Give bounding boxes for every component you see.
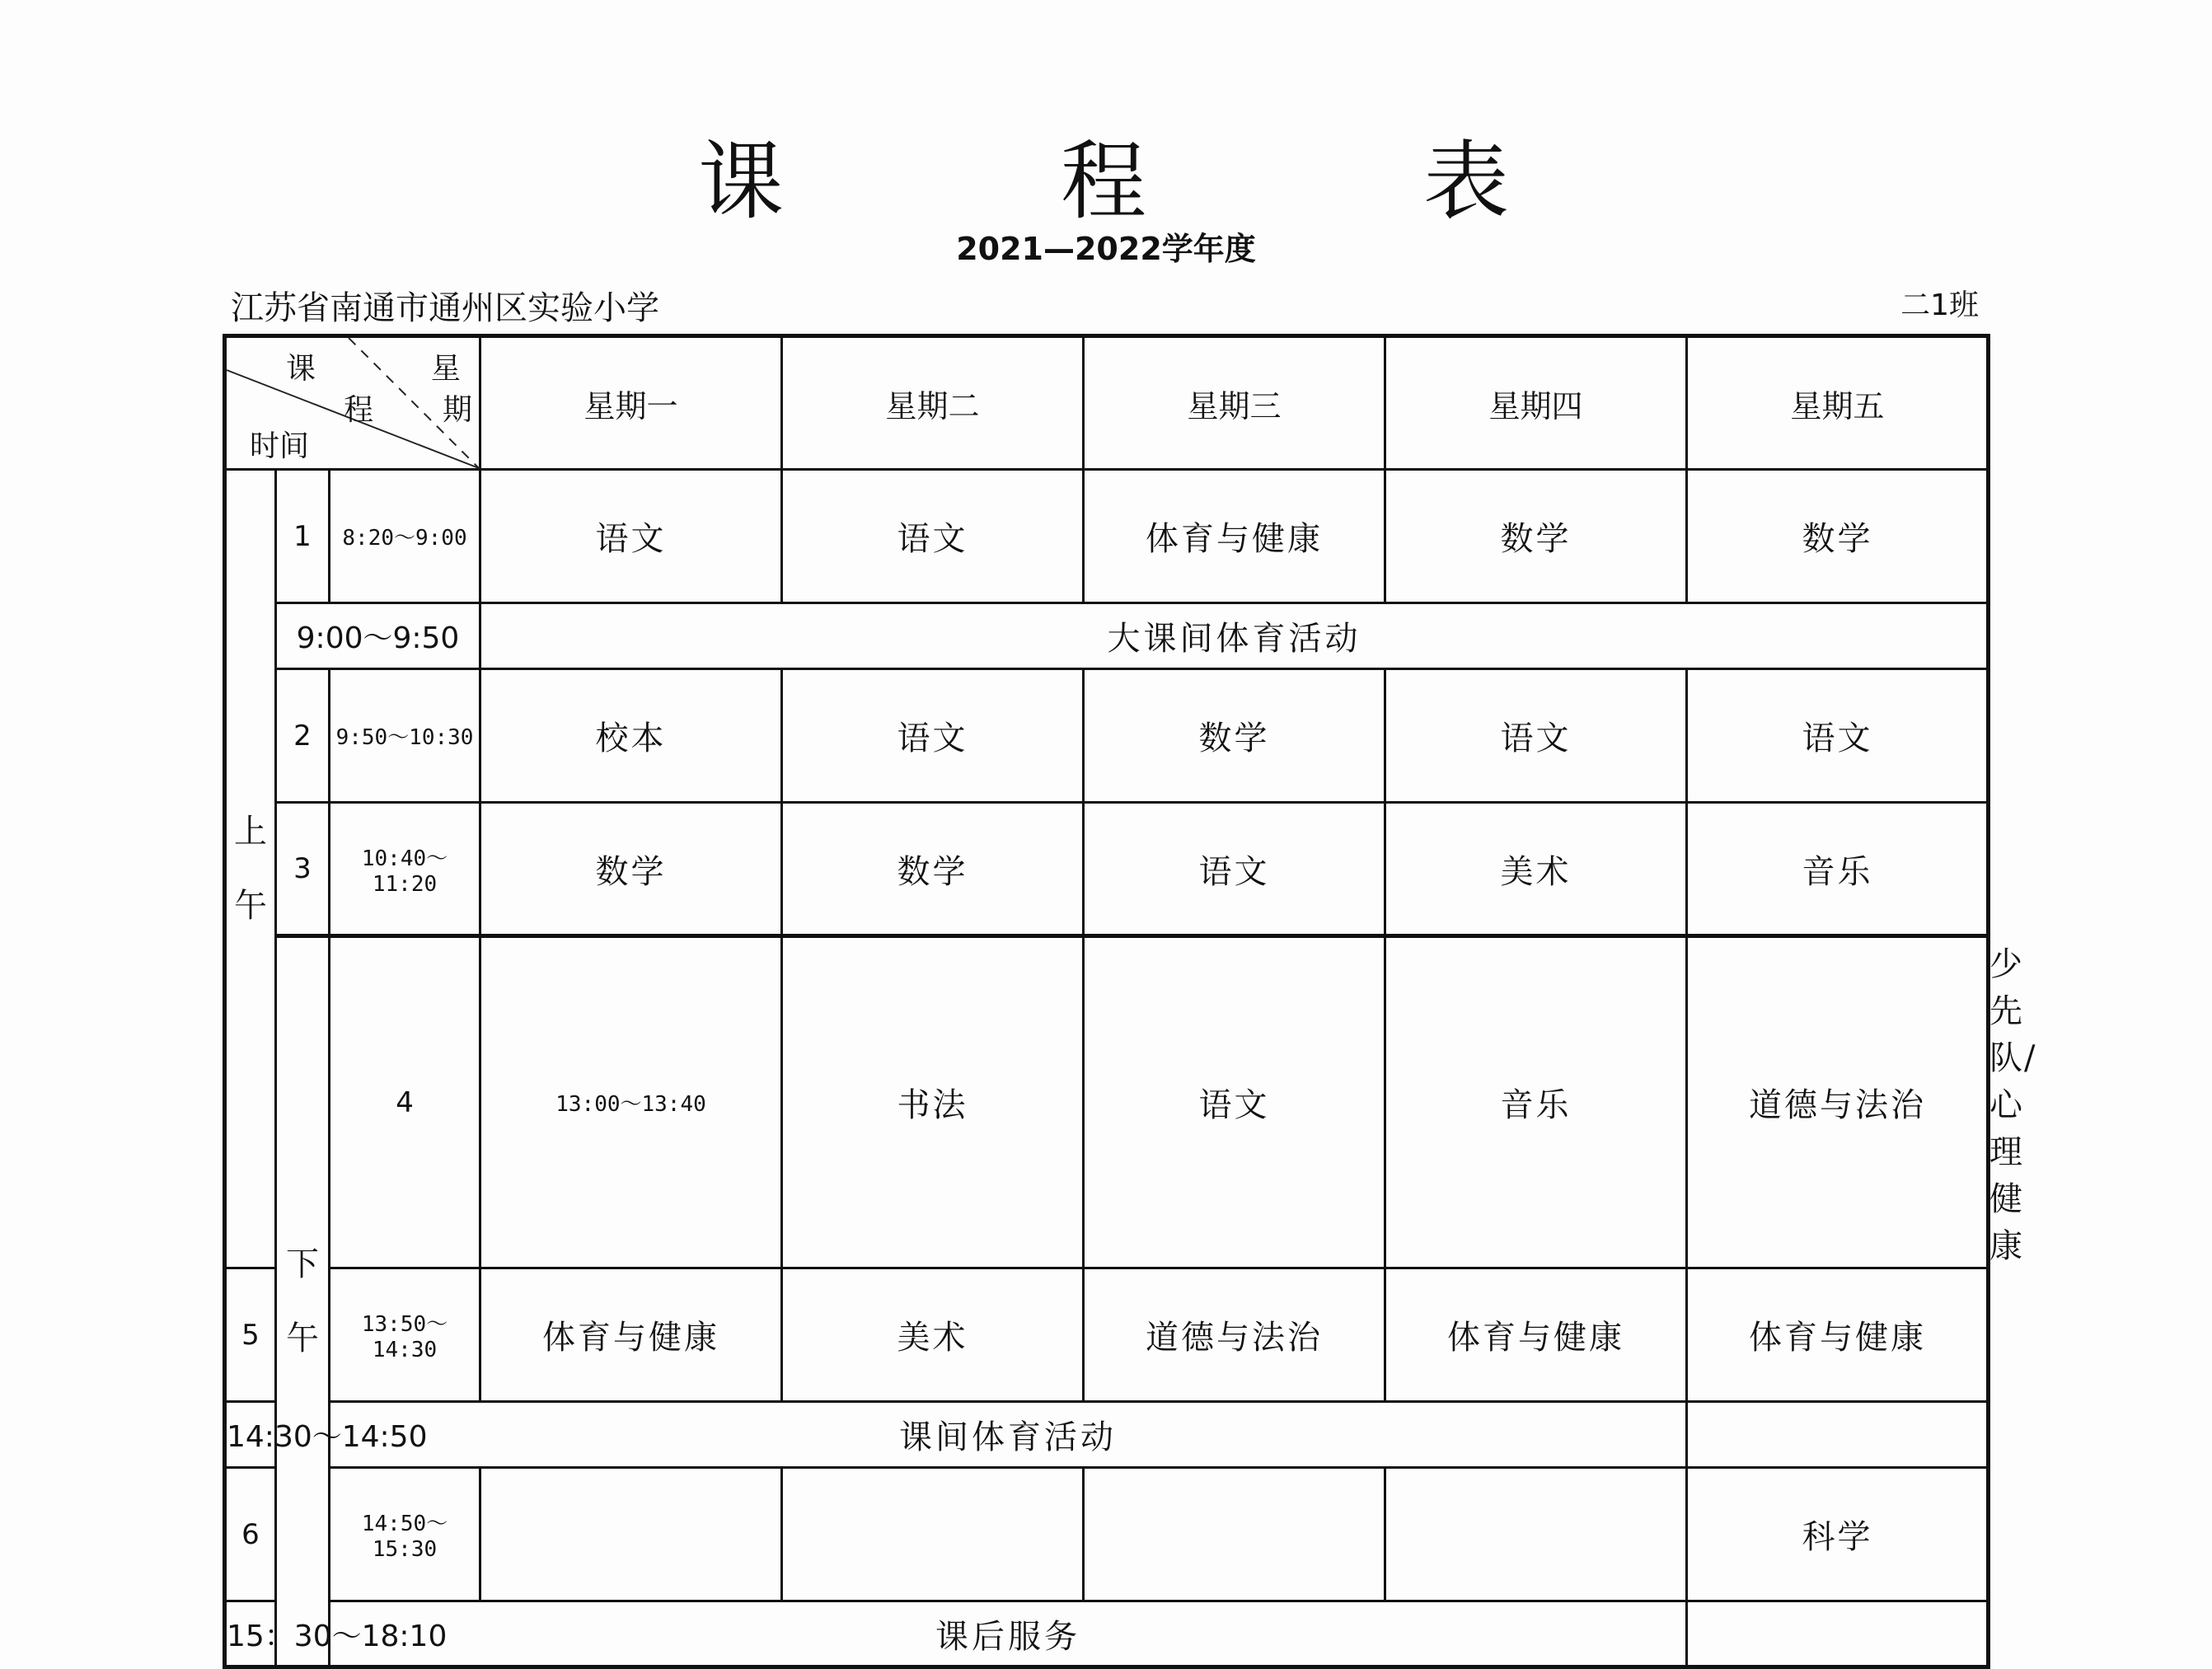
class-name: 二1班 [1900,288,1979,322]
break-row-2 [225,1402,1989,1468]
period-number: 1 [276,470,330,603]
day-header-tue: 星期二 [782,336,1084,470]
subject-cell: 数学 [480,803,782,936]
subject-cell: 体育与健康 [480,1268,782,1402]
period-time: 13:50～14:30 [330,1268,480,1402]
corner-label-shijian: 时间 [250,429,310,463]
subject-cell: 数学 [1084,669,1385,803]
header-row [225,336,1989,470]
morning-label-char-2: 午 [234,887,267,925]
break-time: 15：30～18:10 [225,1601,330,1667]
period-number: 2 [276,669,330,803]
subject-cell [1385,1468,1687,1601]
subject-cell: 书法 [782,936,1084,1268]
day-header-wed: 星期三 [1084,336,1385,470]
subject-cell: 数学 [1385,470,1687,603]
morning-label-char-1: 上 [234,813,267,851]
period-row-1 [225,470,1989,603]
school-name: 江苏省南通市通州区实验小学 [231,289,659,327]
subject-cell: 体育与健康 [1084,470,1385,603]
day-header-fri: 星期五 [1687,336,1989,470]
afternoon-label-char-1: 下 [286,1245,319,1283]
afternoon-label-char-2: 午 [286,1320,319,1357]
page-title: 课 程 表 [697,131,1514,232]
day-header-thu: 星期四 [1385,336,1687,470]
period-number: 3 [276,803,330,936]
period-time: 8:20～9:00 [330,470,480,603]
period-time: 13:00～13:40 [480,936,782,1268]
subject-cell [1084,1468,1385,1601]
period-time: 9:50～10:30 [330,669,480,803]
break-time: 14:30～14:50 [225,1402,330,1468]
period-number: 5 [225,1268,276,1402]
break-activity: 课后服务 [330,1601,1687,1667]
period-row-4: 下 午 4 13:00～13:40 书法 语文 音乐 道德与法治 少先队/心理健康 [225,936,1989,1268]
subject-cell: 美术 [782,1268,1084,1402]
period-time: 14:50～15:30 [330,1468,480,1601]
subject-cell: 语文 [1385,669,1687,803]
subject-cell: 音乐 [1687,803,1989,936]
subject-cell [782,1468,1084,1601]
subject-cell: 语文 [782,669,1084,803]
period-number: 4 [330,936,480,1268]
period-number: 6 [225,1468,276,1601]
period-row-2 [225,669,1989,803]
subject-cell: 科学 [1687,1468,1989,1601]
subject-cell: 美术 [1385,803,1687,936]
period-time: 10:40～11:20 [330,803,480,936]
subject-cell: 语文 [1687,669,1989,803]
break-activity: 大课间体育活动 [480,603,1989,669]
subject-cell: 校本 [480,669,782,803]
subject-cell: 数学 [1687,470,1989,603]
corner-header-cell [225,336,480,470]
afternoon-label [276,936,330,1667]
corner-label-cheng: 程 [344,393,374,427]
day-header-mon: 星期一 [480,336,782,470]
subject-cell: 道德与法治 [1084,1268,1385,1402]
subject-cell: 语文 [782,470,1084,603]
subject-cell: 体育与健康 [1385,1268,1687,1402]
subject-cell: 语文 [480,470,782,603]
break-activity: 课间体育活动 [330,1402,1687,1468]
subject-cell [480,1468,782,1601]
subject-cell: 道德与法治 [1687,936,1989,1268]
subject-cell: 数学 [782,803,1084,936]
period-row-3 [225,803,1989,936]
timetable [223,334,2037,1669]
period-row-6 [225,1468,1989,1601]
break-row-3 [225,1601,1989,1667]
break-time: 9:00～9:50 [276,603,480,669]
subject-cell: 体育与健康 [1687,1268,1989,1402]
subject-cell: 语文 [1084,936,1385,1268]
school-year: 2021—2022学年度 [956,231,1256,267]
corner-label-xing: 星 [431,352,462,386]
morning-label [225,470,276,1268]
corner-label-ke: 课 [286,352,316,386]
subject-cell: 音乐 [1385,936,1687,1268]
period-row-5 [225,1268,1989,1402]
subject-cell: 语文 [1084,803,1385,936]
break-row-1 [225,603,1989,669]
corner-label-qi: 期 [443,393,473,427]
